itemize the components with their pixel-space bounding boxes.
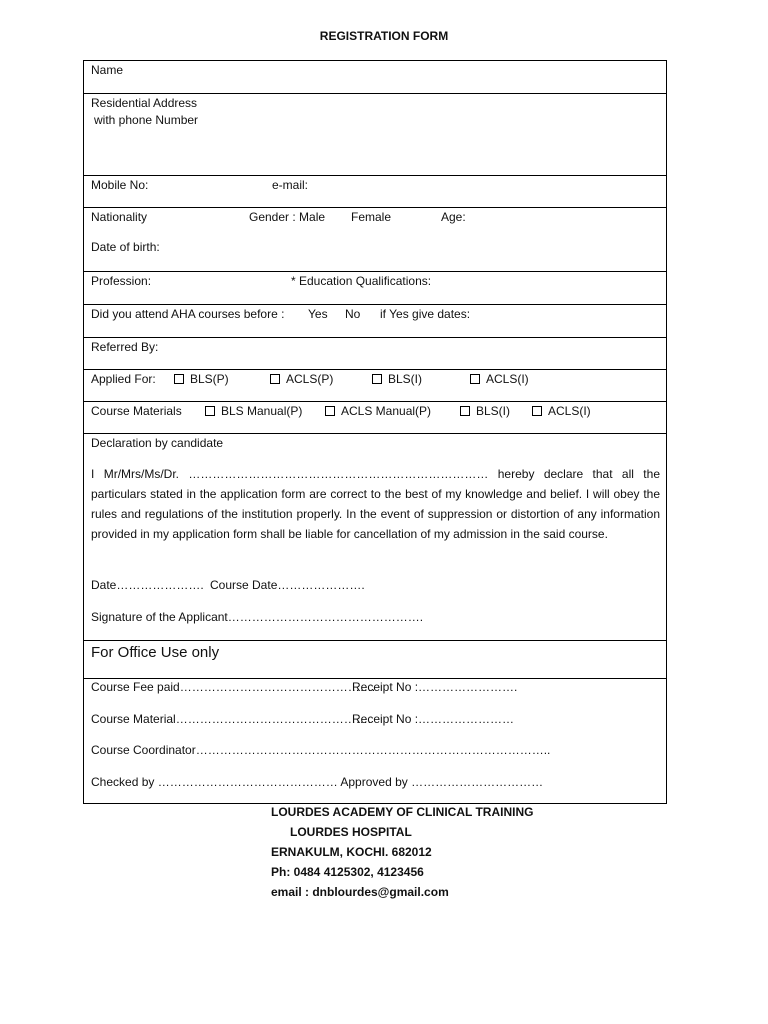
signature-label: Signature of the Applicant………………………………………….	[91, 610, 424, 624]
female-label: Female	[351, 210, 392, 224]
aha-no-label: No	[345, 307, 361, 321]
materials-option-acls-manual-p[interactable]: ACLS Manual(P)	[325, 404, 431, 418]
aha-yes-label: Yes	[308, 307, 328, 321]
office-use-title: For Office Use only	[91, 644, 220, 661]
address-label-line1: Residential Address	[91, 96, 198, 110]
checkbox[interactable]	[372, 374, 382, 384]
materials-option-bls-manual-p[interactable]: BLS Manual(P)	[205, 404, 302, 418]
nationality-label: Nationality	[91, 210, 148, 224]
applied-option-acls-p[interactable]: ACLS(P)	[270, 372, 333, 386]
aha-row	[84, 305, 666, 338]
course-date-label: Course Date………………….	[210, 578, 365, 592]
email-label: e-mail:	[272, 178, 309, 192]
footer-hospital-name: LOURDES HOSPITAL	[290, 825, 412, 839]
receipt-no-label-2: Receipt No :……………………	[352, 712, 515, 726]
footer-address: ERNAKULM, KOCHI. 682012	[271, 845, 432, 859]
declaration-title: Declaration by candidate	[91, 436, 224, 450]
gender-label: Gender : Male	[249, 210, 326, 224]
applied-for-row	[84, 370, 666, 402]
course-materials-row	[84, 402, 666, 434]
name-row	[84, 61, 666, 94]
personal-details-row	[84, 208, 666, 272]
applied-label: Applied For:	[91, 372, 156, 386]
materials-option-bls-i[interactable]: BLS(I)	[460, 404, 510, 418]
declaration-text: I Mr/Mrs/Ms/Dr. ………………………………………………………………… hereby declare that all the particulars stated in the application form are correct to the best of my knowledge and belief. I will obey the rules and regulations of the institution properly. In the event of suppression or distortion of any information provided in my application form shall be liable for cancellation of my admission in the said course.	[91, 467, 660, 541]
education-label: * Education Qualifications:	[291, 274, 432, 288]
profession-row	[84, 272, 666, 305]
materials-label: Course Materials	[91, 404, 182, 418]
form-title: REGISTRATION FORM	[319, 29, 449, 43]
date-label: Date………………….	[91, 578, 204, 592]
referred-label: Referred By:	[91, 340, 159, 354]
checkbox[interactable]	[460, 406, 470, 416]
office-use-row	[84, 679, 666, 806]
materials-option-acls-i[interactable]: ACLS(I)	[532, 404, 591, 418]
footer-email: email : dnblourdes@gmail.com	[271, 885, 449, 899]
checkbox[interactable]	[205, 406, 215, 416]
address-row	[84, 94, 666, 176]
footer-academy-name: LOURDES ACADEMY OF CLINICAL TRAINING	[271, 805, 534, 819]
profession-label: Profession:	[91, 274, 152, 288]
mobile-label: Mobile No:	[91, 178, 149, 192]
applied-option-acls-i[interactable]: ACLS(I)	[470, 372, 529, 386]
address-label-line2: with phone Number	[94, 113, 199, 127]
receipt-no-label-1: Receipt No :…………………….	[352, 680, 518, 694]
registration-form-table	[83, 60, 667, 804]
coordinator-label: Course Coordinator……………………………………………………………………………..	[91, 743, 551, 757]
checked-approved-label: Checked by ……………………………………… Approved by ……………………………	[91, 775, 544, 789]
checkbox[interactable]	[270, 374, 280, 384]
aha-label: Did you attend AHA courses before :	[91, 307, 285, 321]
course-material-label: Course Material………………………………………….	[91, 712, 372, 726]
checkbox[interactable]	[174, 374, 184, 384]
footer-phone: Ph: 0484 4125302, 4123456	[271, 865, 424, 879]
contact-row	[84, 176, 666, 208]
name-label: Name	[91, 63, 124, 77]
age-label: Age:	[441, 210, 466, 224]
aha-dates-label: if Yes give dates:	[380, 307, 471, 321]
applied-option-bls-i[interactable]: BLS(I)	[372, 372, 422, 386]
checkbox[interactable]	[470, 374, 480, 384]
fee-paid-label: Course Fee paid………………………………………….	[91, 680, 376, 694]
checkbox[interactable]	[325, 406, 335, 416]
declaration-row	[84, 434, 666, 641]
applied-option-bls-p[interactable]: BLS(P)	[174, 372, 229, 386]
office-use-header-row	[84, 641, 666, 679]
checkbox[interactable]	[532, 406, 542, 416]
dob-label: Date of birth:	[91, 240, 160, 254]
referred-row	[84, 338, 666, 370]
